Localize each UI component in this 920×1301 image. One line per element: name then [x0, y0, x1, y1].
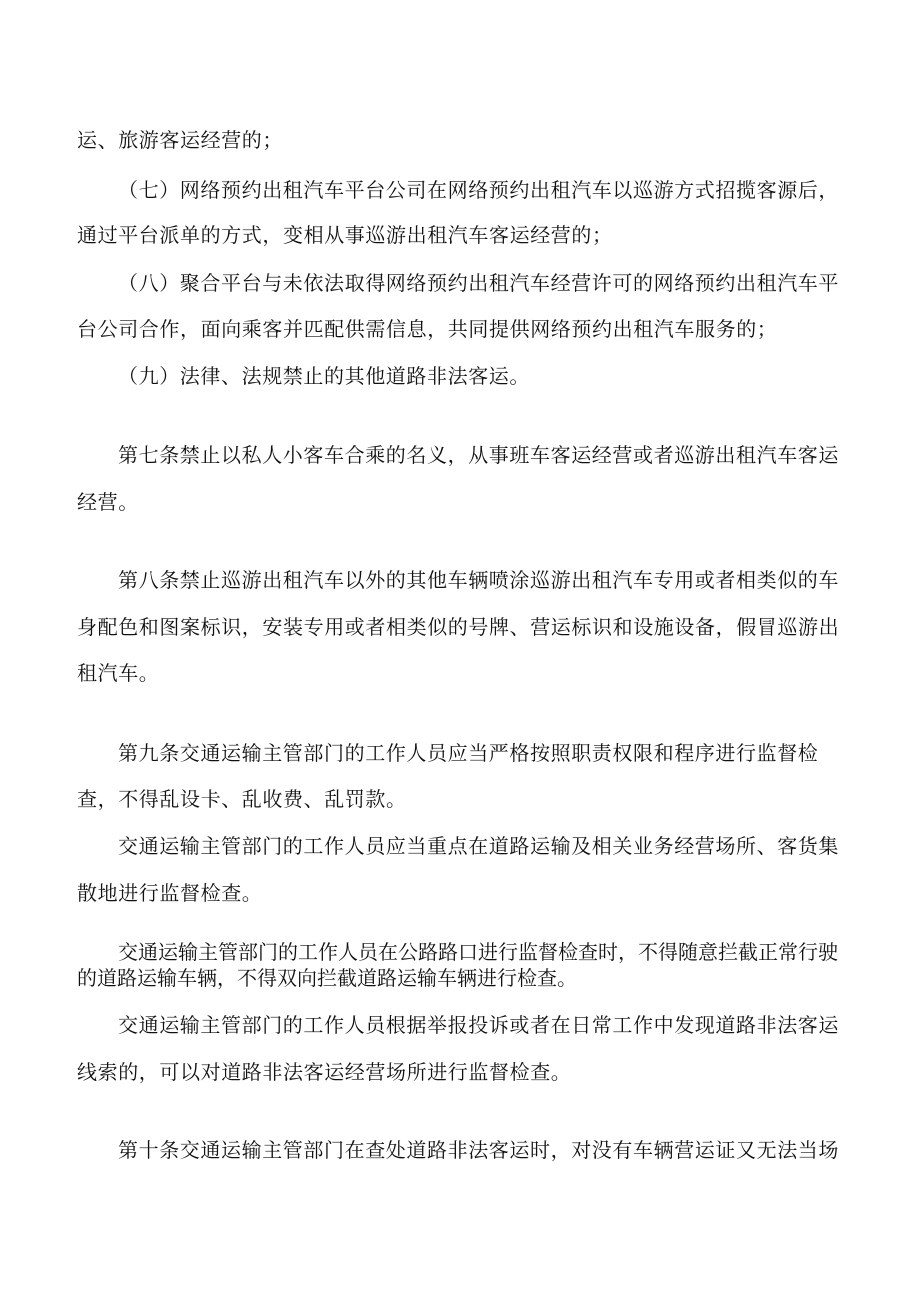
text-line: 第八条禁止巡游出租汽车以外的其他车辆喷涂巡游出租汽车专用或者相类似的车 [118, 568, 839, 592]
text-line: （七）网络预约出租汽车平台公司在网络预约出租汽车以巡游方式招揽客源后， [118, 178, 839, 202]
text-line: 交通运输主管部门的工作人员根据举报投诉或者在日常工作中发现道路非法客运 [118, 1013, 839, 1037]
text-line: 交通运输主管部门的工作人员应当重点在道路运输及相关业务经营场所、客货集 [118, 834, 839, 858]
text-line: 第十条交通运输主管部门在查处道路非法客运时，对没有车辆营运证又无法当场 [118, 1138, 839, 1162]
text-line: 租汽车。 [77, 661, 160, 685]
text-line: 散地进行监督检查。 [77, 881, 263, 905]
text-line: 线索的，可以对道路非法客运经营场所进行监督检查。 [77, 1060, 572, 1084]
text-line: 第七条禁止以私人小客车合乘的名义，从事班车客运经营或者巡游出租汽车客运 [118, 443, 839, 467]
text-line: 身配色和图案标识，安装专用或者相类似的号牌、营运标识和设施设备，假冒巡游出 [77, 615, 840, 639]
text-line: 的道路运输车辆，不得双向拦截道路运输车辆进行检查。 [77, 966, 577, 990]
text-line: （八）聚合平台与未依法取得网络预约出租汽车经营许可的网络预约出租汽车平 [118, 271, 839, 295]
text-line: 第九条交通运输主管部门的工作人员应当严格按照职责权限和程序进行监督检 [118, 741, 819, 765]
text-line: 台公司合作，面向乘客并匹配供需信息，共同提供网络预约出租汽车服务的； [77, 317, 778, 341]
text-line: 交通运输主管部门的工作人员在公路路口进行监督检查时，不得随意拦截正常行驶 [118, 940, 838, 964]
text-line: 查，不得乱设卡、乱收费、乱罚款。 [77, 787, 407, 811]
text-line: （九）法律、法规禁止的其他道路非法客运。 [118, 364, 530, 388]
text-line: 通过平台派单的方式，变相从事巡游出租汽车客运经营的； [77, 223, 613, 247]
text-line: 经营。 [77, 490, 139, 514]
text-line: 运、旅游客运经营的； [77, 128, 283, 152]
